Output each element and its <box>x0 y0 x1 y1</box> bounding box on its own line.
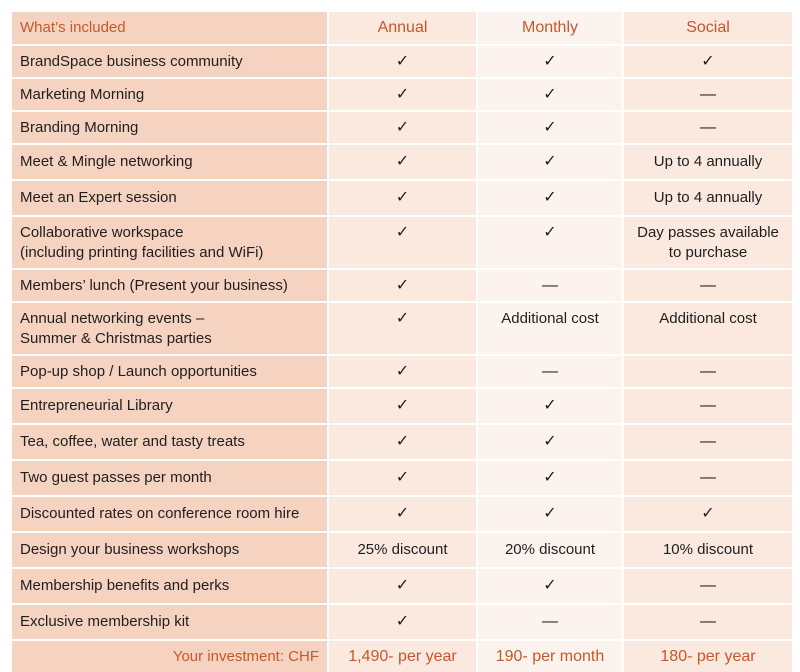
feature-label: Exclusive membership kit <box>12 605 327 639</box>
feature-label: Members’ lunch (Present your business) <box>12 270 327 301</box>
annual-value: ✓ <box>329 112 476 143</box>
social-value: — <box>624 79 792 110</box>
membership-comparison-table <box>12 12 786 665</box>
feature-label: BrandSpace business community <box>12 46 327 77</box>
investment-label: Your investment: CHF <box>12 641 327 672</box>
monthly-value: ✓ <box>478 46 622 77</box>
header-feature: What’s included <box>12 12 327 44</box>
social-value: — <box>624 389 792 423</box>
monthly-value: ✓ <box>478 497 622 531</box>
monthly-value: ✓ <box>478 217 622 268</box>
annual-value: ✓ <box>329 145 476 179</box>
annual-value: ✓ <box>329 569 476 603</box>
annual-value: ✓ <box>329 303 476 354</box>
social-price: 180- per year <box>624 641 792 672</box>
monthly-value: ✓ <box>478 389 622 423</box>
monthly-value: ✓ <box>478 145 622 179</box>
monthly-value: — <box>478 270 622 301</box>
header-annual: Annual <box>329 12 476 44</box>
feature-label: Collaborative workspace (including printing facilities and WiFi) <box>12 217 327 268</box>
feature-label: Meet & Mingle networking <box>12 145 327 179</box>
annual-value: ✓ <box>329 217 476 268</box>
social-value: 10% discount <box>624 533 792 567</box>
annual-price: 1,490- per year <box>329 641 476 672</box>
annual-value: ✓ <box>329 389 476 423</box>
annual-value: ✓ <box>329 181 476 215</box>
monthly-value: 20% discount <box>478 533 622 567</box>
header-social: Social <box>624 12 792 44</box>
feature-label: Marketing Morning <box>12 79 327 110</box>
annual-value: 25% discount <box>329 533 476 567</box>
annual-value: ✓ <box>329 79 476 110</box>
social-value: Day passes available to purchase <box>624 217 792 268</box>
feature-label: Annual networking events – Summer & Christmas parties <box>12 303 327 354</box>
monthly-value: — <box>478 356 622 387</box>
feature-label: Design your business workshops <box>12 533 327 567</box>
feature-label: Pop-up shop / Launch opportunities <box>12 356 327 387</box>
social-value: — <box>624 270 792 301</box>
monthly-value: ✓ <box>478 425 622 459</box>
annual-value: ✓ <box>329 605 476 639</box>
annual-value: ✓ <box>329 356 476 387</box>
social-value: — <box>624 112 792 143</box>
social-value: — <box>624 461 792 495</box>
monthly-value: Additional cost <box>478 303 622 354</box>
header-monthly: Monthly <box>478 12 622 44</box>
monthly-value: ✓ <box>478 112 622 143</box>
social-value: Additional cost <box>624 303 792 354</box>
social-value: — <box>624 605 792 639</box>
monthly-value: ✓ <box>478 569 622 603</box>
feature-label: Discounted rates on conference room hire <box>12 497 327 531</box>
monthly-price: 190- per month <box>478 641 622 672</box>
feature-label: Two guest passes per month <box>12 461 327 495</box>
social-value: Up to 4 annually <box>624 181 792 215</box>
monthly-value: — <box>478 605 622 639</box>
social-value: — <box>624 569 792 603</box>
monthly-value: ✓ <box>478 181 622 215</box>
social-value: ✓ <box>624 46 792 77</box>
annual-value: ✓ <box>329 425 476 459</box>
feature-label: Meet an Expert session <box>12 181 327 215</box>
social-value: — <box>624 356 792 387</box>
annual-value: ✓ <box>329 270 476 301</box>
feature-label: Tea, coffee, water and tasty treats <box>12 425 327 459</box>
feature-label: Membership benefits and perks <box>12 569 327 603</box>
monthly-value: ✓ <box>478 79 622 110</box>
social-value: ✓ <box>624 497 792 531</box>
annual-value: ✓ <box>329 497 476 531</box>
annual-value: ✓ <box>329 461 476 495</box>
monthly-value: ✓ <box>478 461 622 495</box>
feature-label: Branding Morning <box>12 112 327 143</box>
social-value: — <box>624 425 792 459</box>
annual-value: ✓ <box>329 46 476 77</box>
social-value: Up to 4 annually <box>624 145 792 179</box>
feature-label: Entrepreneurial Library <box>12 389 327 423</box>
